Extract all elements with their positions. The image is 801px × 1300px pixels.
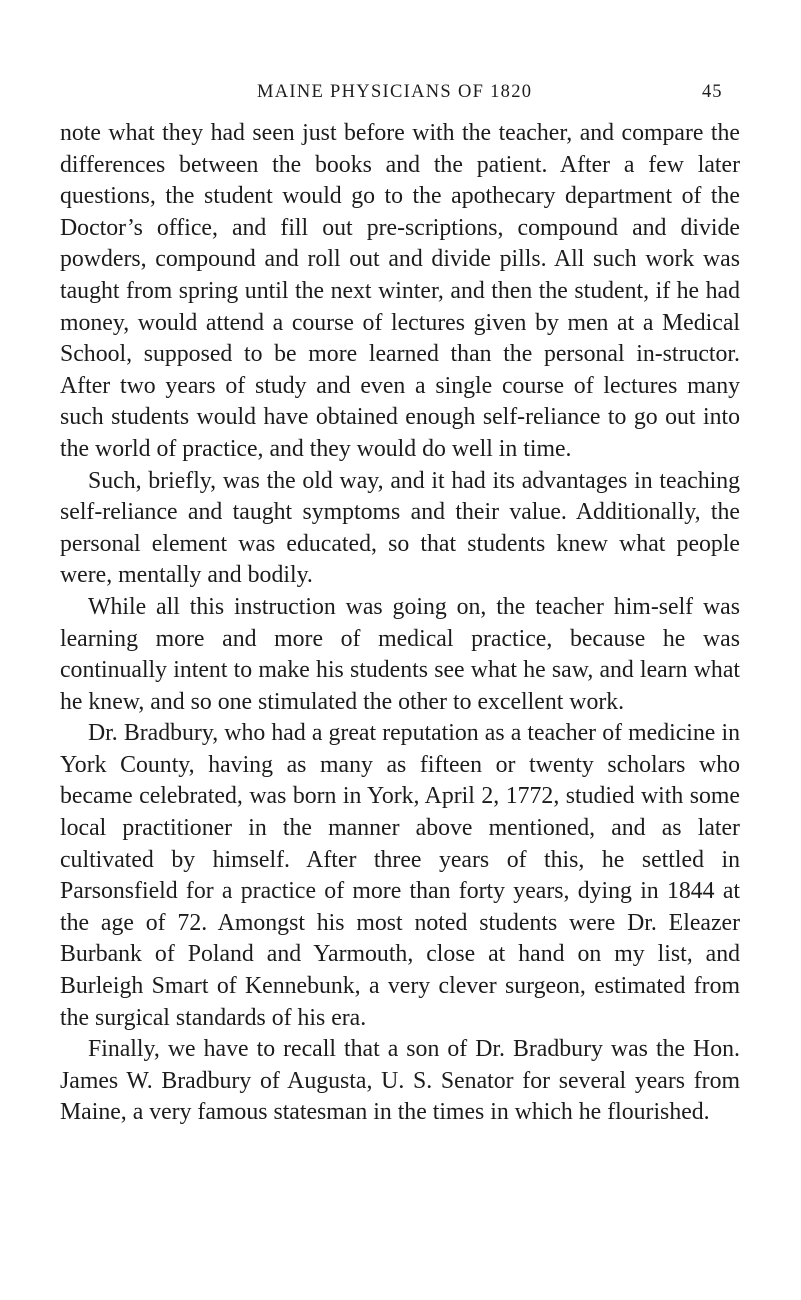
paragraph-dr-bradbury: Dr. Bradbury, who had a great reputation as a teacher of medicine in York County, having as many as fifteen or twenty scholars who became celebrated, was born in York, April 2, 1772, studied with some local practitioner in the manner above mentioned, and as later cultivated by himself. After three years of this, he settled in Parsonsfield for a practice of more than forty years, dying in 1844 at the age of 72. Amongst his most noted students were Dr. Eleazer Burbank of Poland and Yarmouth, close at hand on my list, and Burleigh Smart of Kennebunk, a very clever surgeon, estimated from the surgical standards of his era. [60,720,740,1031]
page-number: 45 [702,82,723,102]
paragraph-continued: note what they had seen just before with the teacher, and compare the differences between the books and the patient. After a few later questions, the student would go to the apothecary department of the Doctor’s office, and fill out pre-scriptions, compound and divide powders, compound and roll out and divide pills. All such work was taught from spring until the next winter, and then the student, if he had money, would attend a course of lectures given by men at a Medical School, supposed to be more learned than the personal in-structor. After two years of study and even a single course of lectures many such students would have obtained enough self-reliance to go out into the world of practice, and they would do well in time. [60,120,740,462]
running-head [0,79,801,105]
body-text [60,118,740,1129]
paragraph-teacher-learning: While all this instruction was going on, the teacher him-self was learning more and more of medical practice, because he was continually intent to make his students see what he saw, and learn what he knew, and so one stimulated the other to excellent work. [60,593,740,715]
paragraph-senator-bradbury: Finally, we have to recall that a son of Dr. Bradbury was the Hon. James W. Bradbury of Augusta, U. S. Senator for several years from Maine, a very famous statesman in the times in which he flourished. [60,1036,740,1126]
paragraph-old-way: Such, briefly, was the old way, and it had its advantages in teaching self-reliance and taught symptoms and their value. Additionally, the personal element was educated, so that students knew what people were, mentally and bodily. [60,467,740,589]
running-head-title: MAINE PHYSICIANS OF 1820 [257,82,533,102]
